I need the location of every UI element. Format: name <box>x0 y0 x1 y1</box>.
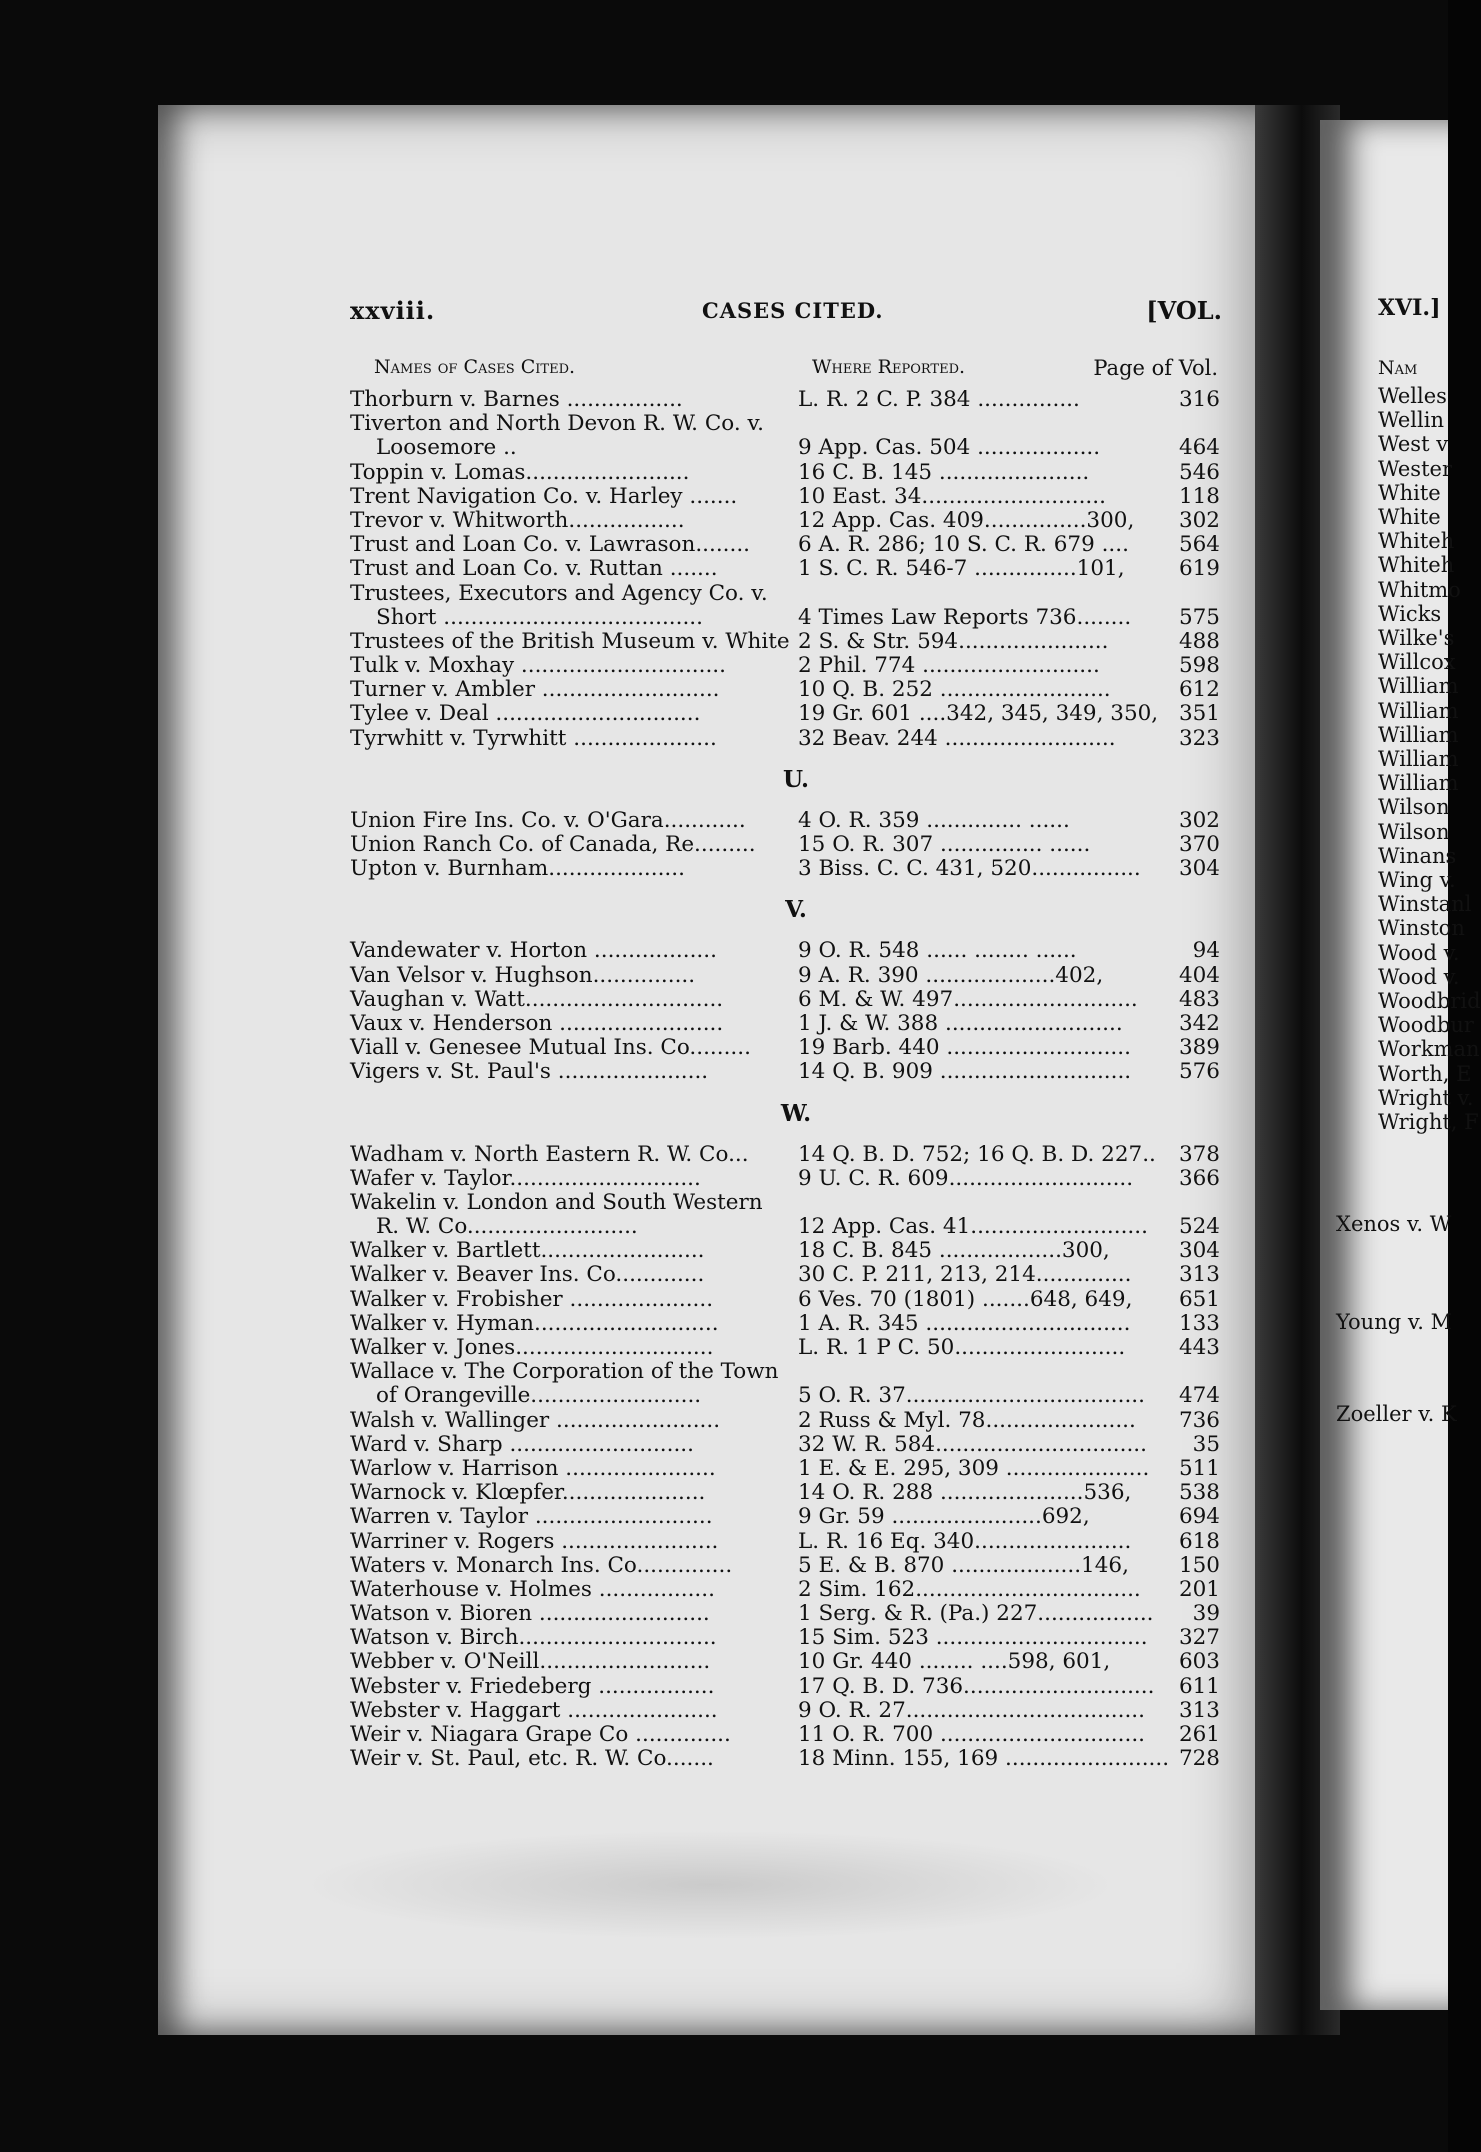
page-title: CASES CITED. <box>702 298 884 323</box>
case-page: 35 <box>1192 1431 1220 1457</box>
column-header-where: Where Reported. <box>812 356 966 378</box>
case-page: 323 <box>1178 725 1220 751</box>
case-name: Trevor v. Whitworth................. <box>350 507 685 533</box>
case-row <box>350 1457 1222 1481</box>
right-page-lines <box>1378 384 1481 1135</box>
case-row <box>350 1409 1222 1433</box>
column-headers <box>350 356 1222 382</box>
case-page: 370 <box>1178 832 1220 857</box>
case-row <box>350 1626 1222 1650</box>
case-citation: 6 A. R. 286; 10 S. C. R. 679 .... <box>798 532 1129 558</box>
case-citation: 1 Serg. & R. (Pa.) 227................. <box>798 1601 1154 1627</box>
case-page: 464 <box>1178 435 1220 461</box>
right-page-extra-line: Xenos v. W <box>1336 1212 1452 1236</box>
case-name: Trust and Loan Co. v. Lawrason........ <box>350 532 750 558</box>
right-page-line: Winston <box>1378 916 1465 941</box>
case-name: Warriner v. Rogers ....................... <box>350 1528 719 1554</box>
case-name: Wallace v. The Corporation of the Town <box>350 1359 779 1385</box>
case-row <box>350 509 1222 533</box>
case-name: Vigers v. St. Paul's ...................... <box>350 1059 709 1085</box>
case-row <box>350 606 1222 630</box>
right-page-line: Wright v. <box>1378 1085 1474 1110</box>
right-page-extra-line: Young v. M <box>1336 1310 1453 1334</box>
case-citation: 2 Russ & Myl. 78...................... <box>798 1407 1136 1433</box>
case-citation: L. R. 1 P C. 50......................... <box>798 1335 1126 1360</box>
case-citation: 16 C. B. 145 ...................... <box>798 459 1090 485</box>
case-name: of Orangeville......................... <box>376 1383 702 1409</box>
right-page-line: White <box>1378 480 1441 505</box>
right-page-line: Workman <box>1378 1037 1480 1062</box>
case-citation: 32 W. R. 584............................... <box>798 1431 1147 1457</box>
case-name: Webber v. O'Neill......................... <box>350 1649 711 1675</box>
case-page: 302 <box>1178 807 1220 833</box>
case-name: Vaux v. Henderson ........................ <box>350 1010 724 1036</box>
case-row <box>350 1602 1222 1626</box>
page-numeral: xxviii. <box>350 296 436 325</box>
case-page: 483 <box>1178 986 1220 1012</box>
case-citation: 3 Biss. C. C. 431, 520................ <box>798 856 1141 882</box>
case-name: Turner v. Ambler .......................... <box>350 677 720 703</box>
case-name: Weir v. St. Paul, etc. R. W. Co....... <box>350 1746 714 1772</box>
case-row <box>350 988 1222 1012</box>
column-header-page: Page of Vol. <box>1093 356 1218 380</box>
case-page: 474 <box>1178 1383 1220 1409</box>
case-page: 511 <box>1178 1455 1220 1481</box>
case-name: Union Ranch Co. of Canada, Re......... <box>350 832 756 857</box>
case-row <box>350 1312 1222 1336</box>
right-page-line: White <box>1378 505 1441 530</box>
case-row <box>350 1191 1222 1215</box>
case-row <box>350 1167 1222 1191</box>
case-name: Trustees of the British Museum v. White <box>350 628 790 654</box>
case-citation: 2 Phil. 774 .......................... <box>798 653 1100 679</box>
case-row <box>350 678 1222 702</box>
right-page-line: Wester <box>1378 456 1452 481</box>
case-citation: 6 Ves. 70 (1801) .......648, 649, <box>798 1286 1133 1312</box>
case-row <box>350 1360 1222 1384</box>
case-page: 304 <box>1178 1238 1220 1264</box>
case-row <box>350 1060 1222 1084</box>
section-letter: U. <box>783 765 809 793</box>
case-name: Warren v. Taylor .......................... <box>350 1504 713 1530</box>
case-citation: 6 M. & W. 497........................... <box>798 986 1138 1012</box>
case-citation: 10 Q. B. 252 ......................... <box>798 677 1111 703</box>
case-name: Walker v. Hyman........................... <box>350 1310 719 1336</box>
right-page-line: Wing v. <box>1378 868 1456 893</box>
case-page: 564 <box>1178 532 1220 558</box>
case-name: Ward v. Sharp ........................... <box>350 1431 694 1457</box>
right-page-line: William <box>1378 771 1459 796</box>
right-page-line: Wilson <box>1378 819 1450 844</box>
case-page: 389 <box>1178 1035 1220 1061</box>
case-name: Walker v. Jones............................. <box>350 1335 714 1360</box>
right-page-line: Whiteh <box>1378 553 1455 578</box>
case-name: Viall v. Genesee Mutual Ins. Co......... <box>350 1035 751 1061</box>
case-citation: 5 O. R. 37................................... <box>798 1383 1145 1409</box>
case-citation: 15 Sim. 523 ............................... <box>798 1625 1148 1651</box>
right-page-extra-line: Zoeller v. K <box>1336 1402 1457 1426</box>
case-name: Thorburn v. Barnes ................. <box>350 387 683 412</box>
case-row <box>350 809 1222 833</box>
case-row <box>350 1036 1222 1060</box>
case-page: 304 <box>1178 856 1220 882</box>
case-page: 736 <box>1178 1407 1220 1433</box>
case-page: 728 <box>1178 1746 1220 1772</box>
case-citation: 15 O. R. 307 ............... ...... <box>798 832 1091 857</box>
case-citation: 10 East. 34........................... <box>798 483 1106 509</box>
case-row <box>350 1554 1222 1578</box>
case-name: Wakelin v. London and South Western <box>350 1189 763 1215</box>
case-page: 342 <box>1178 1010 1220 1036</box>
right-page-line: Welles <box>1378 384 1447 408</box>
right-page-line: Whiteh <box>1378 529 1455 554</box>
case-row <box>350 630 1222 654</box>
case-row <box>350 1699 1222 1723</box>
case-page: 133 <box>1178 1310 1220 1336</box>
case-name: Webster v. Haggart ...................... <box>350 1697 718 1723</box>
column-header-names: Names of Cases Cited. <box>374 356 576 378</box>
case-name: Walker v. Bartlett........................ <box>350 1238 705 1264</box>
case-page: 576 <box>1178 1059 1220 1085</box>
case-page: 313 <box>1178 1697 1220 1723</box>
case-name: Toppin v. Lomas........................ <box>350 459 690 485</box>
case-citation: 9 O. R. 548 ...... ........ ...... <box>798 938 1077 964</box>
case-row <box>350 1012 1222 1036</box>
case-row <box>350 1723 1222 1747</box>
right-page-line: William <box>1378 722 1459 747</box>
case-row <box>350 485 1222 509</box>
case-name: Warlow v. Harrison ...................... <box>350 1455 716 1481</box>
case-row <box>350 964 1222 988</box>
case-name: Waterhouse v. Holmes ................. <box>350 1576 715 1602</box>
case-row <box>350 1239 1222 1263</box>
case-row <box>350 388 1222 412</box>
case-name: Wafer v. Taylor............................ <box>350 1165 701 1191</box>
case-page: 150 <box>1178 1552 1220 1578</box>
case-row <box>350 1384 1222 1408</box>
right-page-head: XVI.] <box>1378 295 1441 321</box>
right-page-line: Woodbrid <box>1378 989 1481 1014</box>
section-letter: W. <box>780 1099 812 1127</box>
case-row <box>350 1288 1222 1312</box>
case-citation: 10 Gr. 440 ........ ....598, 601, <box>798 1649 1111 1675</box>
case-citation: L. R. 2 C. P. 384 ............... <box>798 387 1080 412</box>
case-page: 316 <box>1178 387 1220 412</box>
case-row <box>350 939 1222 963</box>
case-row <box>350 1433 1222 1457</box>
case-row <box>350 727 1222 751</box>
case-page: 603 <box>1178 1649 1220 1675</box>
case-name: Watson v. Birch............................. <box>350 1625 717 1651</box>
case-row <box>350 1481 1222 1505</box>
case-name: Walker v. Beaver Ins. Co............. <box>350 1262 705 1288</box>
case-citation: 14 O. R. 288 .....................536, <box>798 1480 1132 1506</box>
case-row <box>350 1578 1222 1602</box>
case-list <box>350 388 1222 1771</box>
case-page: 694 <box>1178 1504 1220 1530</box>
case-page: 538 <box>1178 1480 1220 1506</box>
volume-label: [VOL. <box>1146 296 1222 325</box>
case-citation: 1 S. C. R. 546-7 ...............101, <box>798 556 1125 582</box>
case-name: Tulk v. Moxhay .............................. <box>350 653 726 679</box>
case-page: 201 <box>1178 1576 1220 1602</box>
case-row <box>350 582 1222 606</box>
case-row <box>350 1143 1222 1167</box>
case-page: 651 <box>1178 1286 1220 1312</box>
case-name: Loosemore .. <box>376 435 517 461</box>
case-name: Tyrwhitt v. Tyrwhitt ..................... <box>350 725 717 751</box>
case-page: 618 <box>1178 1528 1220 1554</box>
right-page-line: Woodbur <box>1378 1013 1474 1038</box>
case-page: 524 <box>1178 1214 1220 1240</box>
case-page: 611 <box>1178 1673 1220 1699</box>
case-citation: 9 U. C. R. 609........................... <box>798 1165 1134 1191</box>
case-name: Watson v. Bioren ......................... <box>350 1601 710 1627</box>
case-citation: 17 Q. B. D. 736............................ <box>798 1673 1155 1699</box>
right-page-line: Winstanl <box>1378 892 1472 917</box>
page-stain <box>300 1830 1120 1940</box>
case-row <box>350 1505 1222 1529</box>
case-citation: 32 Beav. 244 ......................... <box>798 725 1116 751</box>
case-citation: 19 Barb. 440 ........................... <box>798 1035 1131 1061</box>
right-page-line: Whitmo <box>1378 577 1461 602</box>
case-name: Waters v. Monarch Ins. Co.............. <box>350 1552 733 1578</box>
case-citation: L. R. 16 Eq. 340....................... <box>798 1528 1132 1554</box>
case-name: Trent Navigation Co. v. Harley ....... <box>350 483 738 509</box>
case-citation: 9 App. Cas. 504 .................. <box>798 435 1101 461</box>
case-citation: 2 Sim. 162................................. <box>798 1576 1141 1602</box>
case-row <box>350 857 1222 881</box>
case-citation: 18 C. B. 845 ..................300, <box>798 1238 1110 1264</box>
right-page-line: West v <box>1378 432 1449 457</box>
case-name: Weir v. Niagara Grape Co .............. <box>350 1722 731 1747</box>
case-name: Trust and Loan Co. v. Ruttan ....... <box>350 556 718 582</box>
case-page: 575 <box>1178 604 1220 630</box>
case-citation: 18 Minn. 155, 169 ........................ <box>798 1746 1170 1772</box>
running-head <box>350 296 1222 328</box>
case-row <box>350 1747 1222 1771</box>
case-name: Van Velsor v. Hughson............... <box>350 962 696 988</box>
right-page-line: William <box>1378 747 1459 772</box>
case-row <box>350 557 1222 581</box>
case-citation: 11 O. R. 700 .............................. <box>798 1722 1145 1747</box>
case-row <box>350 1530 1222 1554</box>
case-page: 404 <box>1178 962 1220 988</box>
case-name: Vandewater v. Horton .................. <box>350 938 717 964</box>
case-name: Upton v. Burnham.................... <box>350 856 685 882</box>
case-citation: 19 Gr. 601 ....342, 345, 349, 350, <box>798 701 1159 727</box>
case-row <box>350 654 1222 678</box>
right-page-line: Wilson <box>1378 795 1450 820</box>
case-row <box>350 1336 1222 1360</box>
right-page-line: Wicks <box>1378 601 1442 626</box>
right-page-line: Wellin <box>1378 408 1444 433</box>
case-page: 39 <box>1192 1601 1220 1627</box>
case-name: Tylee v. Deal .............................. <box>350 701 701 727</box>
case-page: 302 <box>1178 507 1220 533</box>
case-citation: 1 J. & W. 388 .......................... <box>798 1010 1123 1036</box>
case-page: 366 <box>1178 1165 1220 1191</box>
section-letter: V. <box>785 896 807 924</box>
case-row <box>350 1675 1222 1699</box>
case-citation: 5 E. & B. 870 ...................146, <box>798 1552 1129 1578</box>
right-page-line: Wood v. <box>1378 940 1460 965</box>
case-name: Tiverton and North Devon R. W. Co. v. <box>350 411 764 437</box>
case-page: 488 <box>1178 628 1220 654</box>
case-page: 118 <box>1178 483 1220 509</box>
case-name: Webster v. Friedeberg ................. <box>350 1673 715 1699</box>
case-name: Wadham v. North Eastern R. W. Co... <box>350 1141 749 1167</box>
case-row <box>350 1263 1222 1287</box>
case-citation: 1 E. & E. 295, 309 ..................... <box>798 1455 1150 1481</box>
right-page-line: Willcox <box>1378 650 1456 675</box>
right-page-column <box>1378 295 1481 1135</box>
case-name: Short ...................................... <box>376 604 703 630</box>
case-page: 546 <box>1178 459 1220 485</box>
case-citation: 4 Times Law Reports 736........ <box>798 604 1132 630</box>
case-row <box>350 1215 1222 1239</box>
case-row <box>350 1650 1222 1674</box>
case-name: Trustees, Executors and Agency Co. v. <box>350 580 768 606</box>
case-row <box>350 461 1222 485</box>
case-citation: 14 Q. B. 909 ............................ <box>798 1059 1132 1085</box>
case-row <box>350 833 1222 857</box>
case-name: R. W. Co......................... <box>376 1214 638 1240</box>
case-name: Walsh v. Wallinger ........................ <box>350 1407 721 1433</box>
case-citation: 14 Q. B. D. 752; 16 Q. B. D. 227.. <box>798 1141 1156 1167</box>
case-citation: 9 Gr. 59 ......................692, <box>798 1504 1090 1530</box>
case-page: 598 <box>1178 653 1220 679</box>
right-page-colhead: Nam <box>1378 357 1418 379</box>
case-page: 327 <box>1178 1625 1220 1651</box>
case-name: Warnock v. Klœpfer..................... <box>350 1480 706 1506</box>
case-citation: 2 S. & Str. 594...................... <box>798 628 1109 654</box>
right-page-line: Wood v. <box>1378 964 1460 989</box>
case-page: 443 <box>1178 1335 1220 1360</box>
case-page: 351 <box>1178 701 1220 727</box>
case-name: Vaughan v. Watt............................. <box>350 986 724 1012</box>
case-row <box>350 533 1222 557</box>
right-page-line: William <box>1378 698 1459 723</box>
right-page-line: Wright, F <box>1378 1110 1479 1135</box>
case-citation: 12 App. Cas. 41.......................... <box>798 1214 1148 1240</box>
case-citation: 9 O. R. 27................................... <box>798 1697 1145 1723</box>
case-row <box>350 412 1222 436</box>
case-page: 378 <box>1178 1141 1220 1167</box>
right-page-line: Worth, E <box>1378 1061 1472 1086</box>
case-page: 261 <box>1178 1722 1220 1747</box>
case-name: Union Fire Ins. Co. v. O'Gara............ <box>350 807 746 833</box>
case-page: 94 <box>1192 938 1220 964</box>
case-citation: 30 C. P. 211, 213, 214.............. <box>798 1262 1132 1288</box>
case-citation: 1 A. R. 345 .............................. <box>798 1310 1131 1336</box>
right-page-line: Winans <box>1378 843 1457 868</box>
case-citation: 4 O. R. 359 .............. ...... <box>798 807 1070 833</box>
case-citation: 12 App. Cas. 409...............300, <box>798 507 1135 533</box>
case-page: 619 <box>1178 556 1220 582</box>
case-row <box>350 702 1222 726</box>
right-page-line: Wilke's <box>1378 626 1455 651</box>
case-page: 313 <box>1178 1262 1220 1288</box>
case-name: Walker v. Frobisher ..................... <box>350 1286 714 1312</box>
case-row <box>350 436 1222 460</box>
case-citation: 9 A. R. 390 ...................402, <box>798 962 1104 988</box>
case-page: 612 <box>1178 677 1220 703</box>
right-page-line: William <box>1378 674 1459 699</box>
